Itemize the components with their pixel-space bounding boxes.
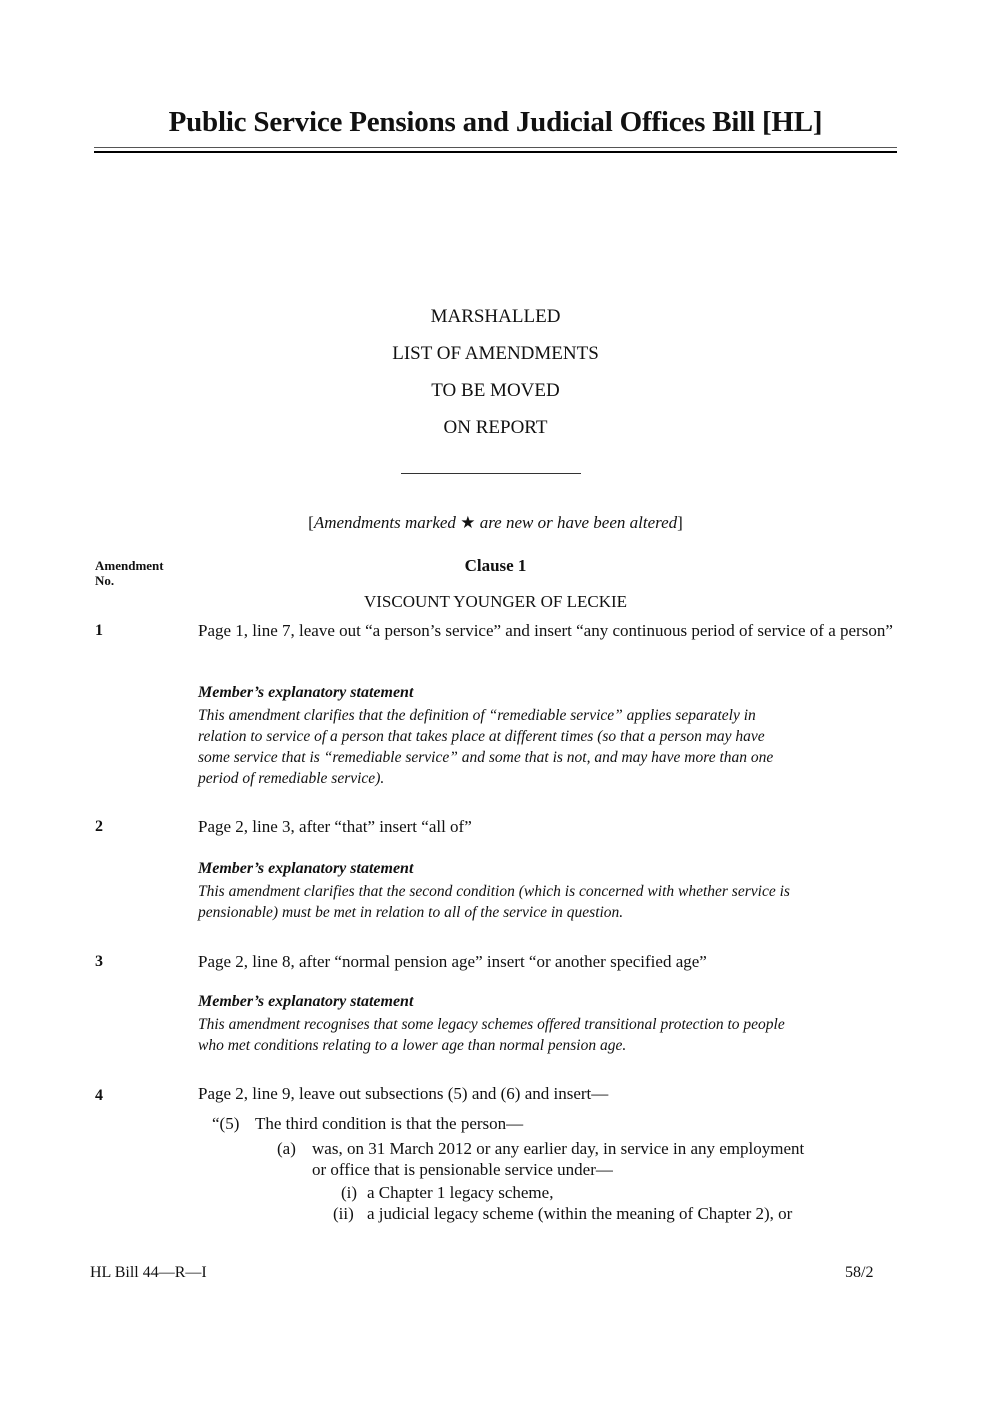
note-text-after: are new or have been altered (479, 513, 678, 532)
amendment-text-3: Page 2, line 8, after “normal pension age” insert “or another specified age” (198, 952, 707, 971)
statement-line: period of remediable service). (198, 770, 385, 787)
title-rule-thick (94, 151, 897, 153)
explanatory-statement-2 (198, 881, 897, 923)
paragraph-a-text (312, 1138, 897, 1180)
subsection-5-text: The third condition is that the person— (255, 1114, 524, 1133)
cover-line-2: LIST OF AMENDMENTS (392, 343, 599, 364)
amendment-number-1: 1 (95, 622, 103, 639)
amendment-text-2: Page 2, line 3, after “that” insert “all of” (198, 817, 472, 836)
member-name: VISCOUNT YOUNGER OF LECKIE (363, 592, 628, 611)
amendment-text-4: Page 2, line 9, leave out subsections (5) and (6) and insert— (198, 1084, 609, 1103)
amendment-number-3: 3 (95, 953, 103, 970)
paragraph-a-line1: was, on 31 March 2012 or any earlier day, in service in any employment (312, 1139, 805, 1158)
amendment-text-1: Page 1, line 7, leave out “a person’s service” and insert “any continuous period of service of a person” (198, 621, 893, 640)
statement-line: This amendment recognises that some legacy schemes offered transitional protection to people (198, 1016, 785, 1033)
bill-reference: HL Bill 44—R—I (90, 1264, 207, 1281)
statement-line: pensionable) must be met in relation to all of the service in question. (198, 904, 624, 921)
column-header-line1: Amendment (95, 558, 164, 573)
statement-line: This amendment clarifies that the definition of “remediable service” applies separately in (198, 707, 756, 724)
explanatory-statement-3 (198, 1014, 897, 1056)
explanatory-statement-heading-1: Member’s explanatory statement (198, 684, 414, 701)
star-icon: ★ (460, 513, 476, 532)
subparagraph-ii-label: (ii) (333, 1204, 354, 1223)
page-reference: 58/2 (845, 1264, 874, 1281)
statement-line: This amendment clarifies that the second condition (which is concerned with whether service is (198, 883, 790, 900)
explanatory-statement-1 (198, 705, 897, 789)
title-rule-thin (94, 147, 897, 148)
note-bracket-close: ] (677, 513, 683, 532)
clause-heading: Clause 1 (464, 556, 527, 575)
amendment-number-4: 4 (95, 1087, 103, 1104)
subparagraph-i-text: a Chapter 1 legacy scheme, (367, 1183, 554, 1202)
cover-divider (401, 473, 581, 474)
paragraph-a-label: (a) (277, 1139, 296, 1158)
note-bracket-open: [ (308, 513, 314, 532)
note-text: Amendments marked (313, 513, 456, 532)
amendment-number-2: 2 (95, 818, 103, 835)
cover-line-4: ON REPORT (443, 417, 548, 438)
cover-line-1: MARSHALLED (430, 306, 561, 327)
explanatory-statement-heading-2: Member’s explanatory statement (198, 860, 414, 877)
subparagraph-i-label: (i) (341, 1183, 358, 1202)
statement-line: relation to service of a person that takes place at different times (so that a person may have (198, 728, 765, 745)
cover-line-3: TO BE MOVED (431, 380, 560, 401)
subsection-5-label: “(5) (212, 1114, 240, 1133)
statement-line: who met conditions relating to a lower age than normal pension age. (198, 1037, 627, 1054)
bill-title: Public Service Pensions and Judicial Offices Bill [HL] (168, 106, 823, 138)
column-header-line2: No. (95, 573, 115, 588)
subparagraph-ii-text: a judicial legacy scheme (within the meaning of Chapter 2), or (367, 1204, 793, 1223)
paragraph-a-line2: or office that is pensionable service under— (312, 1160, 613, 1179)
statement-line: some service that is “remediable service” and some that is not, and may have more than one (198, 749, 774, 766)
amendments-note (94, 513, 897, 533)
explanatory-statement-heading-3: Member’s explanatory statement (198, 993, 414, 1010)
